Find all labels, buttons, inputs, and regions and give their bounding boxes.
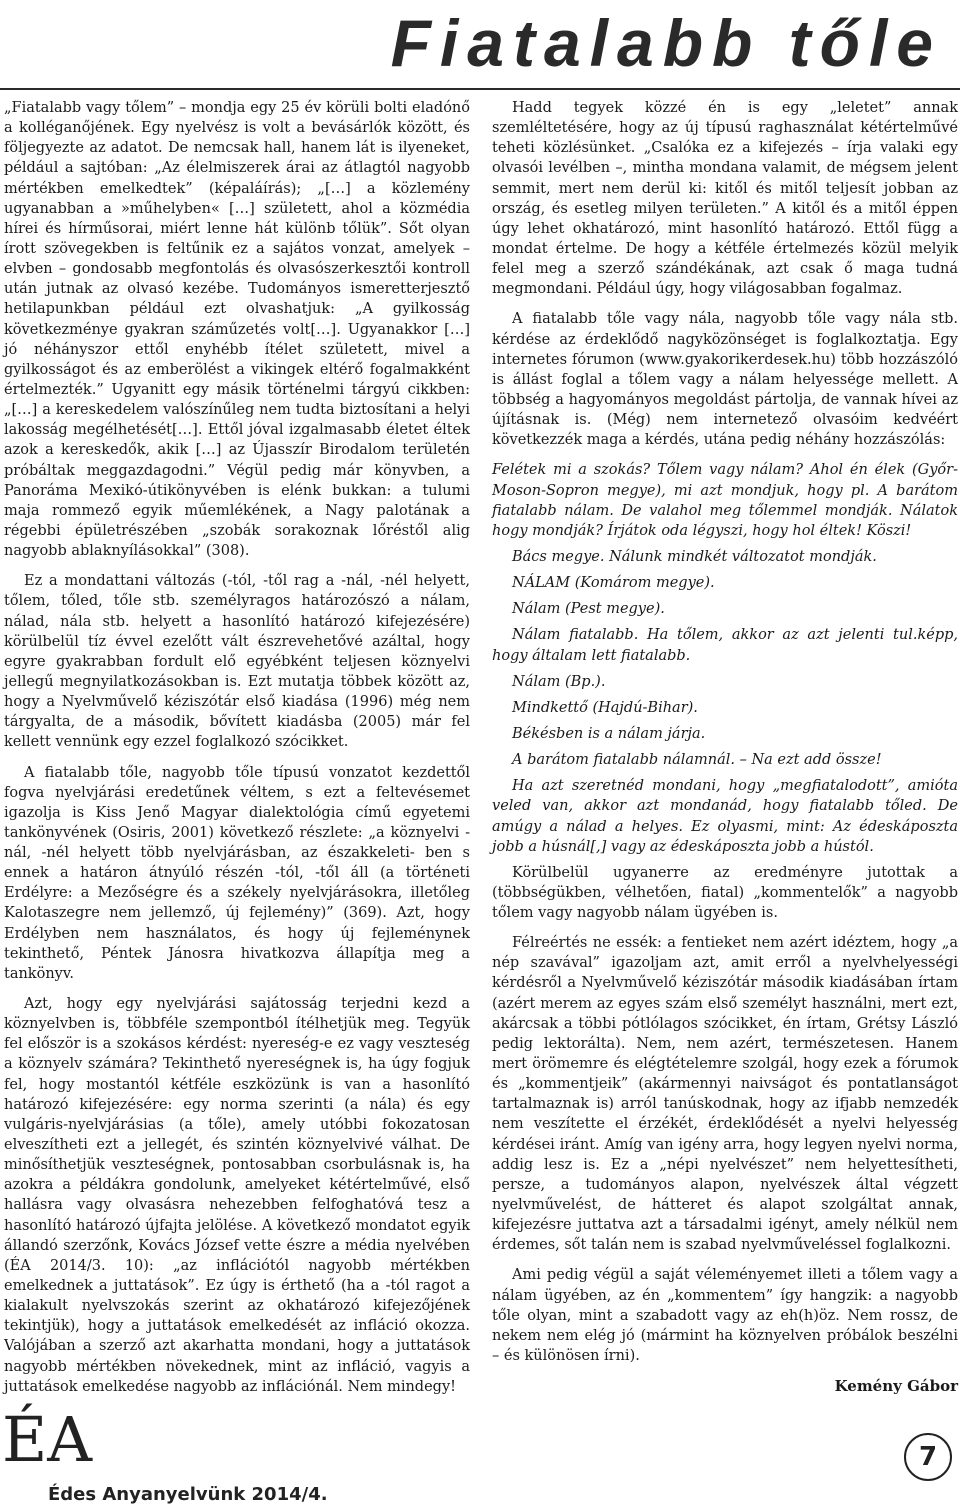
paragraph: Félreértés ne essék: a fentieket nem azért idéztem, hogy „a nép szavával” igazoljam azt, amit erről a nyelvhelyességi kérdésről a Nyelvművelő kéziszótár második kiadásában írtam (azért merem az egyes szám első személyt használni, mert ezt, akárcsak a többi pótlólagos szócikket, én írtam, Grétsy László pedig lektorálta). Nem, nem azért, természetesen. Hanem mert örömemre és elégtételemre szolgál, hogy ezek a fórumok és „kommentjeik” (akármennyi naivságot és pontatlanságot tartalmaznak is) arról tanúskodnak, hogy az ifjabb nemzedék nem veszítette el érzékét, érdeklődését a nyelvi helyesség kérdései iránt. Amíg van igény arra, hogy legyen nyelvi norma, addig lesz is. Ez a „népi nyelvészet” nem helyettesítheti, persze, a tudományos alapon, nyelvészek által végzett nyelvművelést, de hátteret és alapot szolgáltat annak, kifejezésre juttatva azt a társadalmi igényt, amely nélkül nem érdemes, sőt talán nem is szabad nyelvműveléssel foglalkozni.: [492, 935, 958, 1254]
right-column: [492, 98, 958, 1396]
forum-comment: Bács megye. Nálunk mindkét változatot mondják.: [512, 548, 877, 565]
author-signature: Kemény Gábor: [834, 1377, 958, 1396]
forum-comment: Mindkettő (Hajdú-Bihar).: [512, 699, 698, 716]
paragraph: Ez a mondattani változás (-tól, -től rag a -nál, -nél helyett, tőlem, tőled, tőle stb. személyragos határozószó a nálam, nálad, nála stb. helyett a hasonlító határozó kifejezésére) körülbelül tíz évvel ezelőtt vált észrevehetővé azáltal, hogy egyre gyakrabban fordult elő egyébként teljesen köznyelvi jellegű megnyilatkozásokban is. Ezt mutatja többek között az, hogy a Nyelvművelő kéziszótár első kiadása (1996) még nem tárgyalta, de a második, bővített kiadásba (2005) már fel kellett vennünk egy ezzel foglalkozó szócikket.: [4, 573, 470, 751]
forum-comment: Nálam (Bp.).: [512, 673, 606, 690]
forum-comment: Nálam fiatalabb. Ha tőlem, akkor az azt jelenti tul.képp, hogy általam lett fiatalabb.: [492, 627, 958, 664]
magazine-logo: ÉA: [2, 1403, 93, 1476]
title-rule: [0, 88, 960, 90]
forum-comment: A barátom fiatalabb nálamnál. – Na ezt add össze!: [512, 752, 882, 769]
forum-comment: Nálam (Pest megye).: [512, 601, 665, 618]
forum-comment: NÁLAM (Komárom megye).: [512, 575, 715, 592]
paragraph: Ami pedig végül a saját véleményemet illeti a tőlem vagy a nálam ügyében, az én „kommentem” így hangzik: a nagyobb tőle olyan, mint a szabadott vagy az eh(h)öz. Nem rossz, de nekem nem elég jó (mármint ha köznyelven próbálok beszélni – és különösen írni).: [492, 1267, 958, 1365]
forum-comment: Békésben is a nálam járja.: [512, 725, 706, 742]
paragraph: Körülbelül ugyanerre az eredményre jutottak a (többségükben, vélhetően, fiatal) „kommentelők” a nagyobb tőlem vagy nagyobb nálam ügyében is.: [492, 864, 958, 922]
paragraph: Azt, hogy egy nyelvjárási sajátosság terjedni kezd a köznyelvben is, többféle szempontból ítélhetjük meg. Tegyük fel először is a szokásos kérdést: nyereség-e ez vagy veszteség a köznyelv számára? Tekinthető nyereségnek is, ha úgy fogjuk fel, hogy mostantól kétféle eszközünk is van a hasonlító határozó kifejezésére: egy norma szerinti (a nála) és egy vulgáris-nyelvjárásias (a tőle), amely utóbbi fokozatosan elveszítheti ezt a jellegét, és szintén köznyelvivé válhat. De minősíthetjük veszteségnek, pontosabban csorbulásnak is, ha azokra a példákra gondolunk, amelyeket kétértelművé, első hallásra vagy olvasásra nehezebben felfoghatóvá tesz a hasonlító határozó újfajta jelölése. A következő mondatot egyik állandó szerzőnk, Kovács József vette észre a média nyelvében (ÉA 2014/3. 10): „az inflációtól nagyobb mértékben emelkednek a juttatások”. Ez úgy is érthető (ha a -tól ragot a kialakult nyelvszokás szerint az okhatározó kifejezőjének tekintjük), hogy a juttatások emelkedését az infláció okozza. Valójában a szerző azt akarhatta mondani, hogy a juttatások nagyobb mértékben növekednek, mint az infláció, vagyis a juttatások emelkedése nagyobb az inflációnál. Nem mindegy!: [4, 996, 470, 1395]
paragraph: „Fiatalabb vagy tőlem” – mondja egy 25 év körüli bolti eladónő a kolléganőjének. Egy nyelvész is volt a bevásárlók között, és följegyezte az adatot. De nemcsak hall, hanem lát is ilyeneket, például a sajtóban: „Az élelmiszerek árai az átlagtól nagyobb mértékben emelkedtek” (képaláírás); „[…] a közlemény ugyanabban a »műhelyben« […] született, ahol a közmédia hírei és hírműsorai, miért lenne hát különb tőlük”. Sőt olyan írott szövegekben is feltűnik ez a sajátos vonzat, amelyek – elvben – gondosabb megfontolás és olvasószerkesztői kontroll után jutnak az olvasó kezébe. Tudományos ismeretterjesztő hetilapunkban például ezt olvashatjuk: „A gyilkosság következménye gyakran száműzetés volt[…]. Ugyanakkor […] jó néhányszor ettől enyhébb ítélet született, mivel a gyilkosságot és az emberölést a vikingek eltérő fogalmakként értelmezték.” Ugyanitt egy másik történelmi tárgyú cikkben: „[…] a kereskedelem valószínűleg nem tudta biztosítani a helyi lakosság megélhetését[…]. Ettől jóval izgalmasabb életet éltek azok a kereskedők, akik […] az Újasszír Birodalom területén próbáltak meggazdagodni.” Végül pedig már könyvben, a Panoráma Mexikó-útikönyvében is elénk bukkan: a tulumi maja rommező egyik műemlékének, a Nagy palotának a régebbi épületrészében „szobák sorakoznak lőréstől alig nagyobb ablaknyílásokkal” (308).: [4, 100, 470, 560]
forum-comment: Ha azt szeretnéd mondani, hogy „megfiatalodott”, amióta veled van, akkor azt mondanád, hogy fiatalabb tőled. De amúgy a nálad a helyes. Ez olyasmi, mint: Az édeskáposzta jobb a húsnál[,] vagy az édeskáposzta jobb a hústól.: [492, 778, 958, 855]
paragraph: A fiatalabb tőle vagy nála, nagyobb tőle vagy nála stb. kérdése az érdeklődő nagyközönséget is foglalkoztatja. Egy internetes fórumon (www.gyakorikerdesek.hu) több hozzászóló is állást foglal a tőlem vagy a nálam helyessége mellett. A többség a hagyományos megoldást pártolja, de vannak hívei az újításnak is. (Még) nem internetező olvasóim kedvéért következzék maga a kérdés, utána pedig néhány hozzászólás:: [492, 311, 958, 449]
article-title: Fiatalabb tőle: [390, 6, 942, 80]
forum-question: Felétek mi a szokás? Tőlem vagy nálam? Ahol én élek (Győr-Moson-Sopron megye), mi azt mondjuk, hogy pl. A barátom fiatalabb nálam. De valahol meg tőlemmel mondják. Nálatok hogy mondják? Írjátok oda légyszi, hogy hol éltek! Köszi!: [492, 462, 958, 539]
page-number-badge: 7: [904, 1433, 952, 1481]
paragraph: A fiatalabb tőle, nagyobb tőle típusú vonzatot kezdettől fogva nyelvjárási eredetűnek véltem, s ezt a feltevésemet igazolja is Kiss Jenő Magyar dialektológia című egyetemi tankönyvének (Osiris, 2001) következő részlete: „a köznyelvi -nál, -nél helyett több nyelvjárásban, az északkeleti- ben s ennek a határon átnyúló részén -tól, -től áll (a történeti Erdélyre: a Mezőségre és a székely nyelvjárásokra, illetőleg Kalotaszegre nem jellemző, új fejlemény)” (369). Azt, hogy Erdélyben nem használatos, és hogy új fejleménynek tekinthető, Péntek Jánosra hivatkozva állapítja meg a tankönyv.: [4, 764, 470, 982]
paragraph: Hadd tegyek közzé én is egy „leletet” annak szemléltetésére, hogy az új típusú raghasználat kétértelművé teheti közlésünket. „Csalóka ez a kifejezés – írja valaki egy olvasói levélben –, mintha mondana valamit, de mégsem jelent semmit, mert nem derül ki: kitől és mitől teljesít jobban az ország, és esetleg milyen területen.” A kitől és a mitől éppen úgy lehet okhatározó, mint hasonlító határozó. Ettől függ a mondat értelme. De hogy a kétféle értelmezés közül melyik felel meg a szerző szándékának, azt csak ő maga tudná megmondani. Például úgy, hogy világosabban fogalmaz.: [492, 100, 958, 298]
left-column: [4, 98, 470, 1407]
magazine-issue: Édes Anyanyelvünk 2014/4.: [48, 1484, 328, 1505]
